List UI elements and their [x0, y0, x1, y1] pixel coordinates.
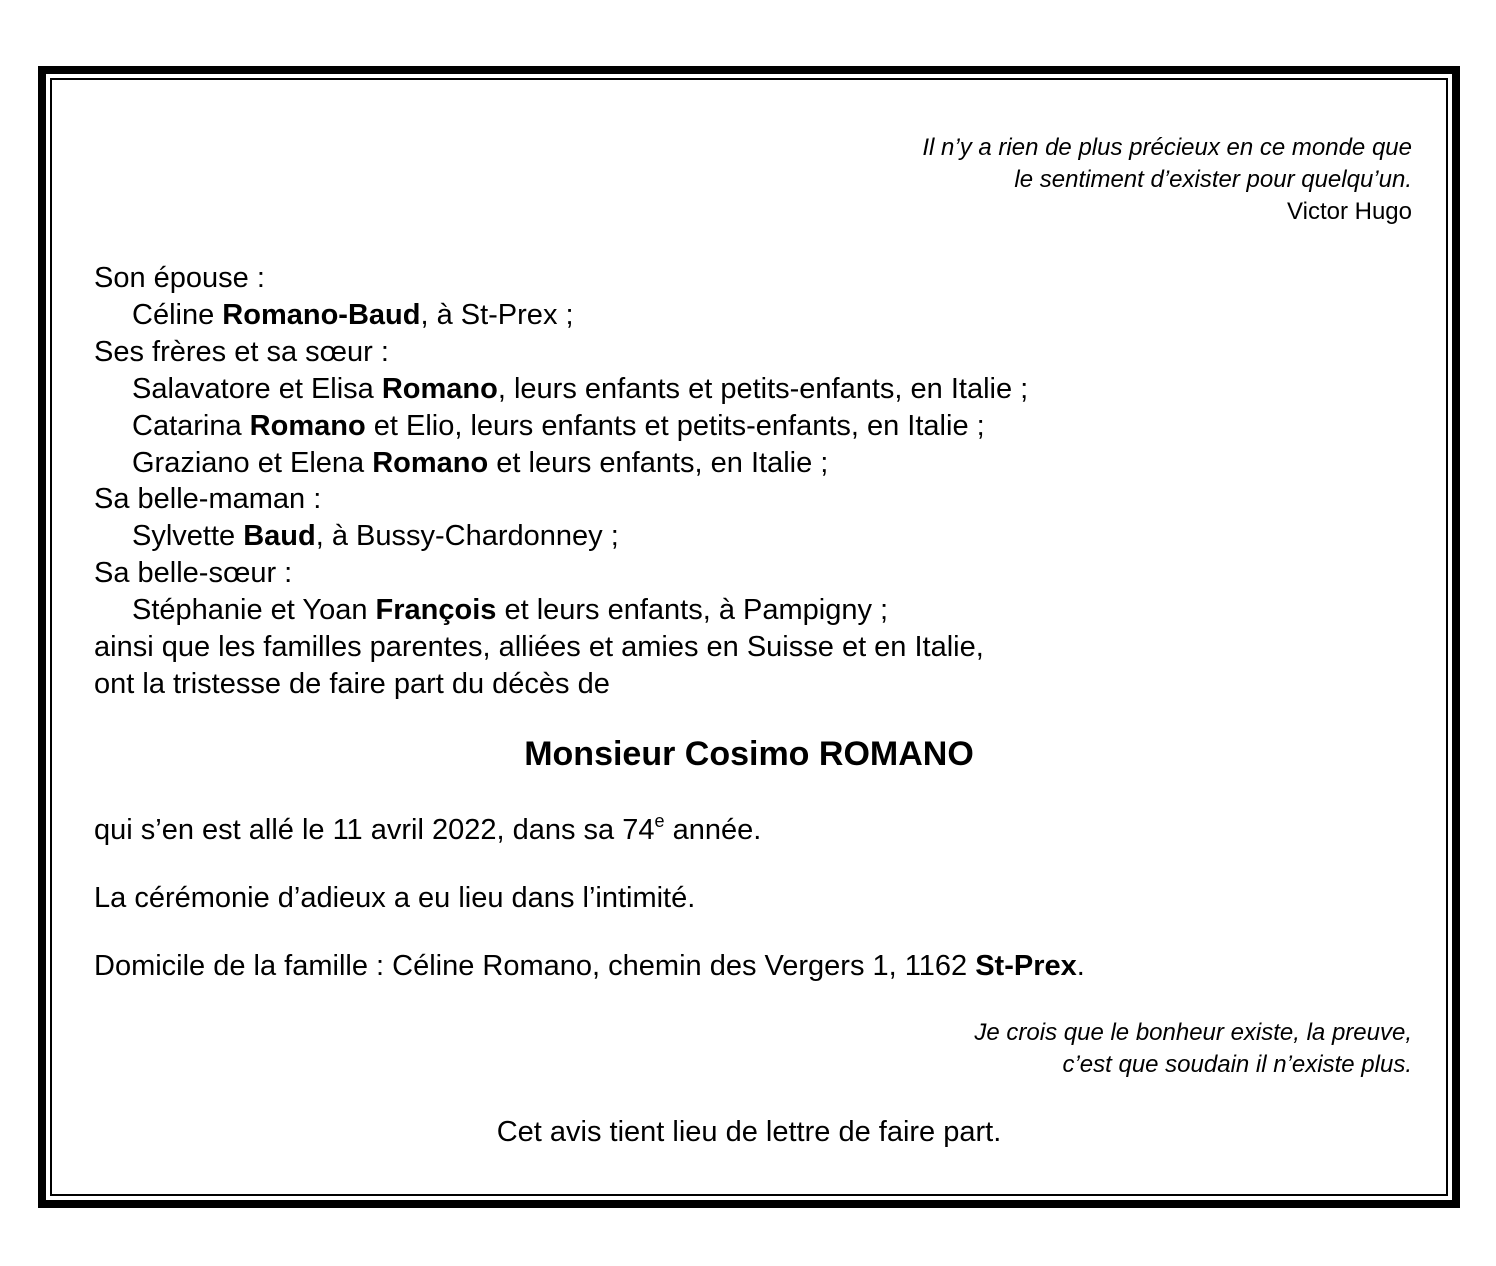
sibling3-rest: et leurs enfants, en Italie ; — [488, 446, 829, 479]
sister-in-law-line — [94, 592, 1028, 629]
sibling2-last: Romano — [249, 409, 366, 442]
sibling1-first: Salavatore et Elisa — [132, 372, 382, 405]
epigraph — [512, 132, 1412, 228]
announcement-line: ont la tristesse de faire part du décès de — [94, 667, 610, 700]
closing-quote-line-2: c’est que soudain il n’existe plus. — [1062, 1051, 1412, 1078]
mother-in-law-heading: Sa belle-maman : — [94, 483, 322, 516]
death-line — [94, 812, 761, 848]
death-ordinal: e — [654, 811, 665, 831]
closing-quote-line-1: Je crois que le bonheur existe, la preuve, — [974, 1019, 1412, 1046]
spouse-last: Romano-Baud — [222, 298, 421, 331]
family-list — [94, 260, 1028, 703]
spouse-heading: Son épouse : — [94, 262, 265, 294]
sibling-line-1 — [94, 371, 1028, 408]
epigraph-line-2: le sentiment d’exister pour quelqu’un. — [1014, 166, 1412, 193]
sister-in-law-heading: Sa belle-sœur : — [94, 557, 293, 590]
domicile-end: . — [1076, 950, 1085, 982]
closing-line: Cet avis tient lieu de lettre de faire part. — [496, 1116, 1002, 1148]
death-after: année. — [664, 814, 762, 846]
others-line: ainsi que les familles parentes, alliées et amies en Suisse et en Italie, — [94, 631, 984, 664]
spouse-rest: , à St-Prex ; — [420, 298, 574, 331]
domicile-city: St-Prex — [975, 950, 1077, 982]
epigraph-author: Victor Hugo — [1287, 198, 1412, 225]
death-text: qui s’en est allé le 11 avril 2022, dans sa 74 — [94, 814, 655, 846]
siblings-heading: Ses frères et sa sœur : — [94, 335, 389, 368]
mother-in-law-line — [94, 518, 1028, 555]
closing-quote — [974, 1017, 1412, 1081]
domicile-line — [94, 948, 1085, 984]
sibling2-first: Catarina — [132, 409, 250, 442]
epigraph-line-1: Il n’y a rien de plus précieux en ce monde que — [922, 134, 1412, 161]
sibling3-first: Graziano et Elena — [132, 446, 373, 479]
mourning-frame — [38, 66, 1460, 1208]
ceremony-line: La cérémonie d’adieux a eu lieu dans l’intimité. — [94, 882, 696, 914]
mother-in-law-last: Baud — [243, 520, 316, 553]
sibling2-rest: et Elio, leurs enfants et petits-enfants, en Italie ; — [365, 409, 985, 442]
spouse-first: Céline — [132, 298, 223, 331]
mother-in-law-first: Sylvette — [132, 520, 244, 553]
sister-in-law-last: François — [375, 594, 497, 627]
sibling3-last: Romano — [372, 446, 489, 479]
domicile-text: Domicile de la famille : Céline Romano, chemin des Vergers 1, 1162 — [94, 950, 976, 982]
sister-in-law-first: Stéphanie et Yoan — [132, 594, 376, 627]
sister-in-law-rest: et leurs enfants, à Pampigny ; — [496, 594, 889, 627]
deceased-name: Monsieur Cosimo ROMANO — [524, 735, 974, 773]
spouse-line — [94, 297, 1028, 334]
sibling-line-2 — [94, 408, 1028, 445]
sibling1-rest: , leurs enfants et petits-enfants, en Italie ; — [497, 372, 1029, 405]
sibling1-last: Romano — [381, 372, 498, 405]
sibling-line-3 — [94, 445, 1028, 482]
mother-in-law-rest: , à Bussy-Chardonney ; — [315, 520, 619, 553]
